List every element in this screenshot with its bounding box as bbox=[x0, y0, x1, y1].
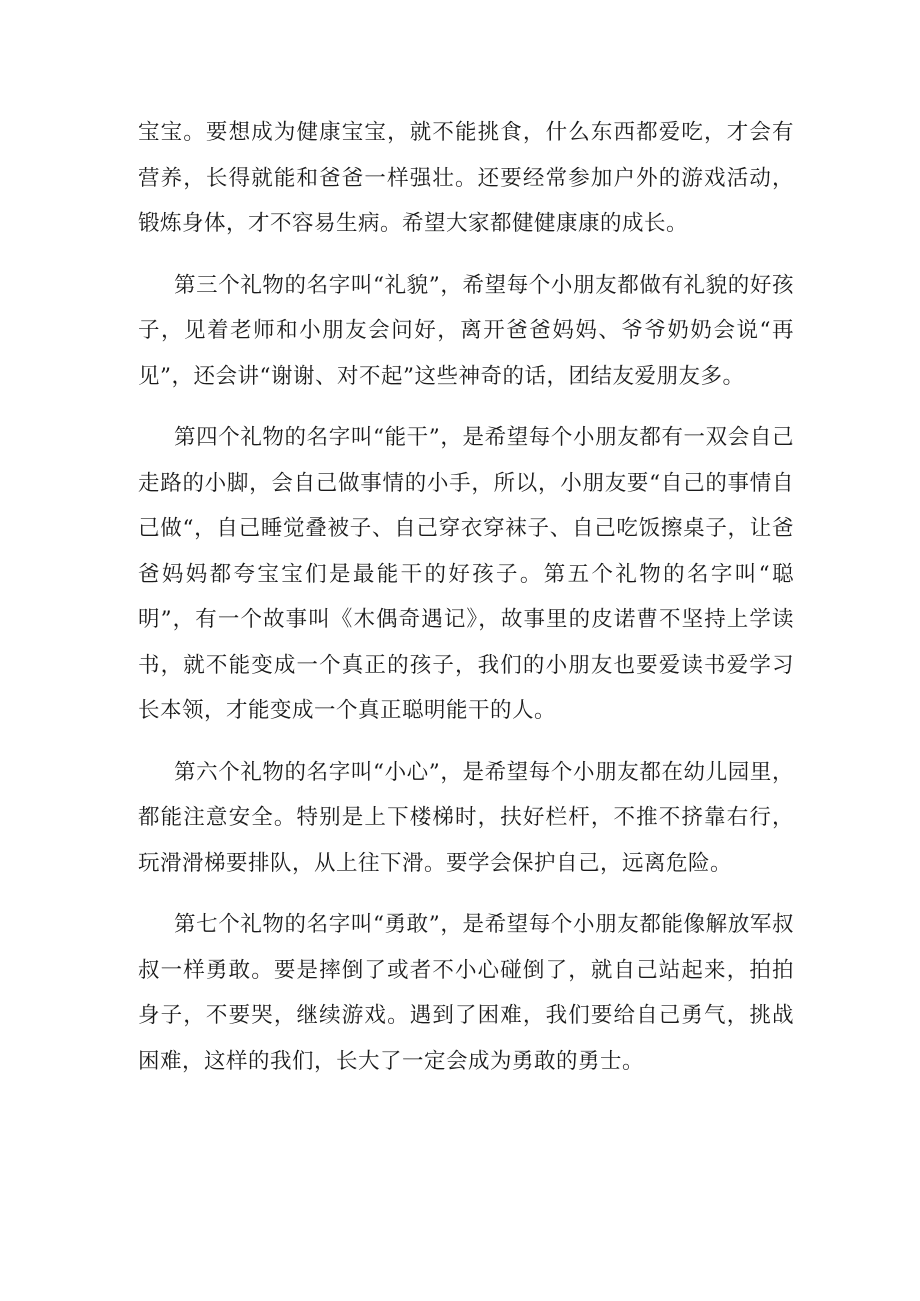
document-body bbox=[138, 110, 794, 1100]
paragraph-2: 第三个礼物的名字叫“礼貌”，希望每个小朋友都做有礼貌的好孩子，见着老师和小朋友会问好，离开爸爸妈妈、爷爷奶奶会说“再见”，还会讲“谢谢、对不起”这些神奇的话，团结友爱朋友多。 bbox=[138, 272, 794, 389]
paragraph-1: 宝宝。要想成为健康宝宝，就不能挑食，什么东西都爱吃，才会有营养，长得就能和爸爸一样强壮。还要经常参加户外的游戏活动，锻炼身体，才不容易生病。希望大家都健健康康的成长。 bbox=[138, 120, 794, 236]
paragraph-5: 第七个礼物的名字叫“勇敢”，是希望每个小朋友都能像解放军叔叔一样勇敢。要是摔倒了或者不小心碰倒了，就自己站起来，拍拍身子，不要哭，继续游戏。遇到了困难，我们要给自己勇气，挑战困难，这样的我们，长大了一定会成为勇敢的勇士。 bbox=[138, 912, 794, 1074]
paragraph-4: 第六个礼物的名字叫“小心”，是希望每个小朋友都在幼儿园里，都能注意安全。特别是上下楼梯时，扶好栏杆，不推不挤靠右行，玩滑滑梯要排队，从上往下滑。要学会保护自己，远离危险。 bbox=[138, 759, 794, 876]
paragraph-3: 第四个礼物的名字叫“能干”，是希望每个小朋友都有一双会自己走路的小脚，会自己做事情的小手，所以，小朋友要“自己的事情自己做“，自己睡觉叠被子、自己穿衣穿袜子、自己吃饭擦桌子，让爸爸妈妈都夸宝宝们是最能干的好孩子。第五个礼物的名字叫“聪明”，有一个故事叫《木偶奇遇记》，故事里的皮诺曹不坚持上学读书，就不能变成一个真正的孩子，我们的小朋友也要爱读书爱学习长本领，才能变成一个真正聪明能干的人。 bbox=[138, 425, 794, 723]
